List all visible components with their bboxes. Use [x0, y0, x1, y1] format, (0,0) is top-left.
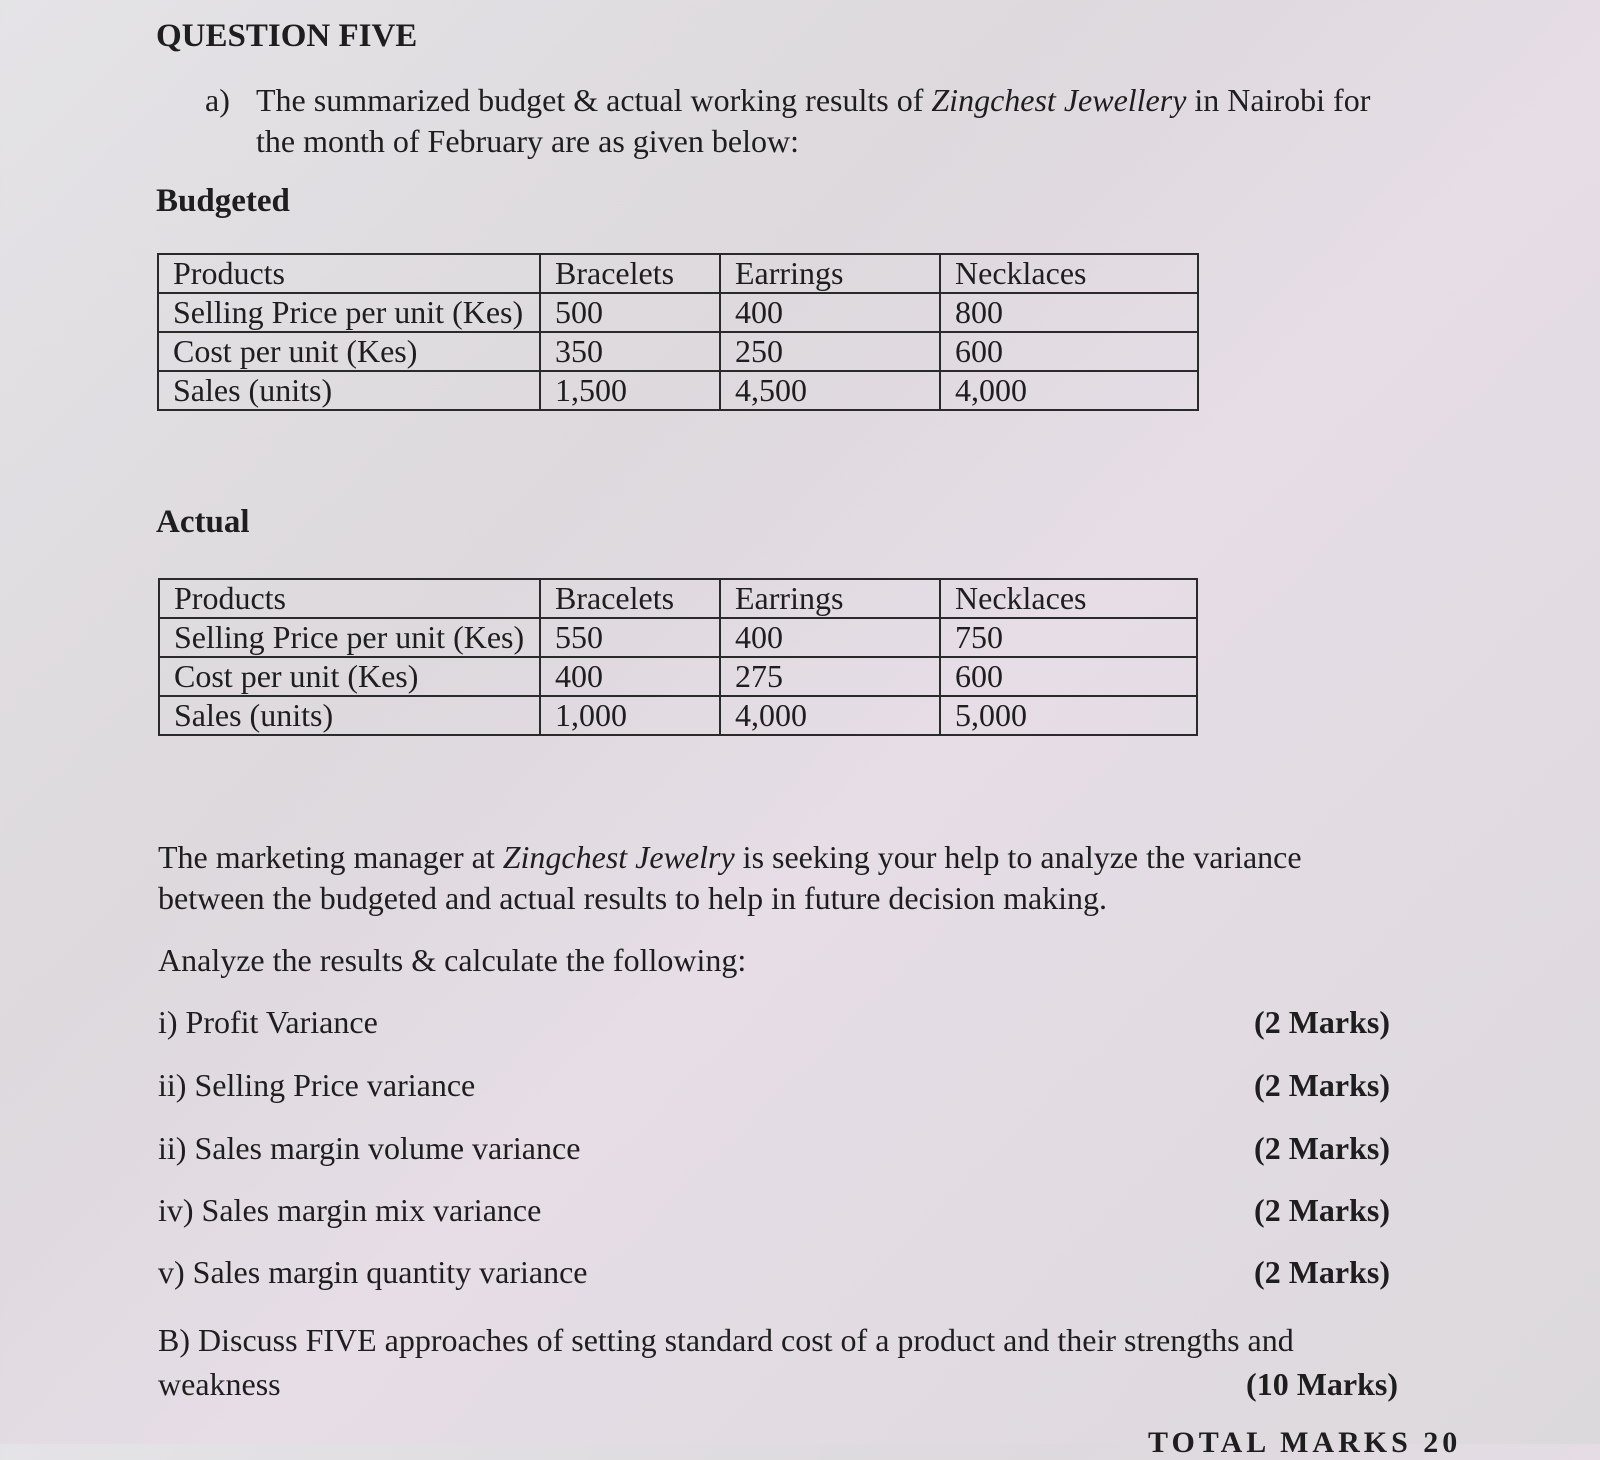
table-header-row: [159, 579, 1197, 618]
table-header-row: [158, 254, 1198, 293]
part-b-marks: (10 Marks): [1246, 1366, 1398, 1402]
header-cell: Necklaces: [940, 579, 1197, 618]
row-label: Cost per unit (Kes): [158, 332, 540, 371]
table-row: [158, 332, 1198, 371]
header-cell: Products: [159, 579, 540, 618]
table-cell: 550: [540, 618, 720, 657]
table-row: [158, 371, 1198, 410]
part-b-line-1: B) Discuss FIVE approaches of setting standard cost of a product and their strengths and: [158, 1322, 1294, 1358]
question-label: ii) Selling Price variance: [158, 1067, 476, 1103]
table-cell: 750: [940, 618, 1197, 657]
header-cell: Earrings: [720, 579, 940, 618]
table-cell: 1,000: [540, 696, 720, 735]
budgeted-table: [157, 253, 1199, 411]
manager-text-after: is seeking your help to analyze the variance: [734, 839, 1302, 875]
header-cell: Earrings: [720, 254, 940, 293]
row-label: Selling Price per unit (Kes): [158, 293, 540, 332]
question-label: ii) Sales margin volume variance: [158, 1130, 581, 1166]
question-label: v) Sales margin quantity variance: [158, 1254, 588, 1290]
table-cell: 600: [940, 332, 1198, 371]
question-item: [158, 1130, 1390, 1170]
intro-line-1: [256, 80, 1370, 121]
header-cell: Necklaces: [940, 254, 1198, 293]
table-row: [159, 657, 1197, 696]
intro-text-after: in Nairobi for: [1186, 82, 1371, 118]
budgeted-heading: Budgeted: [156, 183, 290, 219]
total-marks-footer: TOTAL MARKS 20: [1148, 1426, 1462, 1459]
part-b-line-2: weakness: [158, 1366, 281, 1402]
header-cell: Products: [158, 254, 540, 293]
table-row: [158, 293, 1198, 332]
intro-company: Zingchest Jewellery: [931, 82, 1187, 118]
question-item: [158, 1254, 1390, 1294]
table-cell: 4,500: [720, 371, 940, 410]
row-label: Sales (units): [158, 371, 540, 410]
table-row: [159, 618, 1197, 657]
question-label: i) Profit Variance: [158, 1004, 378, 1040]
manager-line-2: between the budgeted and actual results to help in future decision making.: [158, 880, 1108, 916]
table-cell: 5,000: [940, 696, 1197, 735]
table-cell: 4,000: [940, 371, 1198, 410]
table-cell: 400: [540, 657, 720, 696]
header-cell: Bracelets: [540, 254, 720, 293]
manager-line-1: [158, 837, 1302, 878]
table-row: [159, 696, 1197, 735]
table-cell: 600: [940, 657, 1197, 696]
question-marks: (2 Marks): [1254, 1004, 1390, 1040]
table-cell: 400: [720, 293, 940, 332]
table-cell: 500: [540, 293, 720, 332]
row-label: Cost per unit (Kes): [159, 657, 540, 696]
question-label: iv) Sales margin mix variance: [158, 1192, 542, 1228]
table-cell: 4,000: [720, 696, 940, 735]
question-title: QUESTION FIVE: [156, 18, 418, 54]
manager-company: Zingchest Jewelry: [502, 839, 735, 875]
table-cell: 250: [720, 332, 940, 371]
table-cell: 400: [720, 618, 940, 657]
question-item: [158, 1192, 1390, 1232]
header-cell: Bracelets: [540, 579, 720, 618]
intro-marker: a): [205, 82, 230, 118]
analyze-instruction: Analyze the results & calculate the following:: [158, 942, 747, 978]
actual-table: [158, 578, 1198, 736]
actual-heading: Actual: [156, 504, 250, 540]
intro-line-2: the month of February are as given below:: [256, 123, 799, 159]
question-marks: (2 Marks): [1254, 1192, 1390, 1228]
part-b: [158, 1318, 1398, 1406]
question-item: [158, 1004, 1390, 1044]
question-marks: (2 Marks): [1254, 1130, 1390, 1166]
manager-text-before: The marketing manager at: [158, 839, 503, 875]
table-cell: 800: [940, 293, 1198, 332]
table-cell: 350: [540, 332, 720, 371]
row-label: Sales (units): [159, 696, 540, 735]
question-marks: (2 Marks): [1254, 1254, 1390, 1290]
intro-text-before: The summarized budget & actual working results of: [256, 82, 932, 118]
question-marks: (2 Marks): [1254, 1067, 1390, 1103]
row-label: Selling Price per unit (Kes): [159, 618, 540, 657]
table-cell: 275: [720, 657, 940, 696]
table-cell: 1,500: [540, 371, 720, 410]
question-item: [158, 1067, 1390, 1107]
